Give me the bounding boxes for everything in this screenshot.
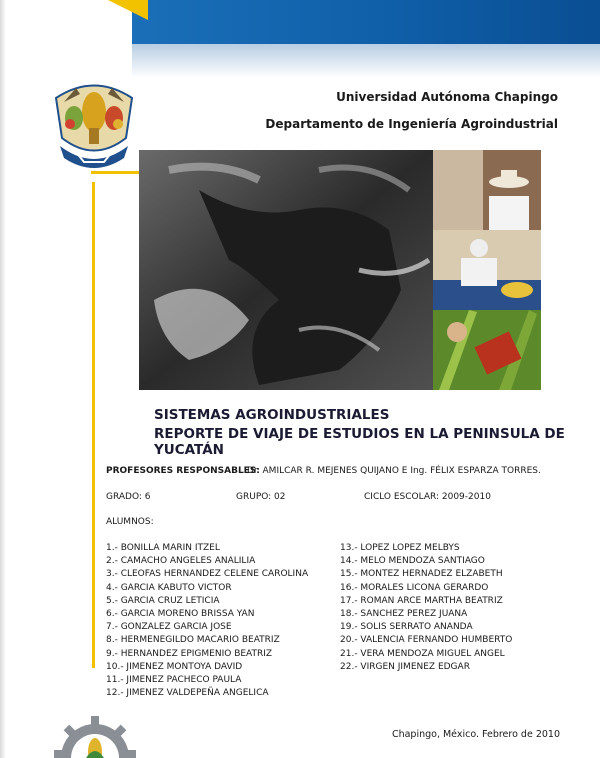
list-item: 5.- GARCIA CRUZ LETICIA bbox=[106, 595, 220, 606]
page-edge-shadow bbox=[0, 0, 6, 758]
list-item: 10.- JIMENEZ MONTOYA DAVID bbox=[106, 661, 243, 672]
place-and-date: Chapingo, México. Febrero de 2010 bbox=[391, 729, 560, 740]
list-item: 1.- BONILLA MARIN ITZEL bbox=[106, 543, 220, 553]
list-item: 20.- VALENCIA FERNANDO HUMBERTO bbox=[340, 635, 513, 646]
list-item: 18.- SANCHEZ PEREZ JUANA bbox=[340, 608, 468, 619]
chapingo-emblem-icon bbox=[46, 68, 142, 178]
list-item: 4.- GARCIA KABUTO VICTOR bbox=[106, 582, 232, 593]
photo-worker-hat bbox=[433, 150, 541, 230]
list-item: 16.- MORALES LICONA GERARDO bbox=[340, 582, 489, 593]
photo-workshop bbox=[433, 230, 541, 310]
professors-label: PROFESORES RESPONSABLES: bbox=[106, 466, 260, 476]
list-item: 6.- GARCIA MORENO BRISSA YAN bbox=[106, 608, 255, 619]
gold-vertical-rule bbox=[92, 182, 95, 668]
report-title-line1: SISTEMAS AGROINDUSTRIALES bbox=[154, 407, 390, 423]
gear-emblem-icon bbox=[50, 708, 140, 758]
satellite-image bbox=[139, 150, 433, 390]
list-item: 12.- JIMENEZ VALDEPEÑA ANGELICA bbox=[106, 688, 269, 699]
grupo-field: GRUPO: 02 bbox=[236, 492, 286, 502]
header-band-fade bbox=[132, 44, 600, 78]
header-blue-band bbox=[132, 0, 600, 44]
photo-collage bbox=[139, 150, 541, 390]
photo-sugarcane bbox=[433, 310, 541, 390]
list-item: 8.- HERMENEGILDO MACARIO BEATRIZ bbox=[106, 635, 280, 646]
university-name: Universidad Autónoma Chapingo bbox=[336, 90, 558, 104]
list-item: 15.- MONTEZ HERNADEZ ELZABETH bbox=[340, 569, 503, 580]
list-item: 7.- GONZALEZ GARCIA JOSE bbox=[106, 622, 232, 633]
list-item: 22.- VIRGEN JIMENEZ EDGAR bbox=[340, 661, 470, 672]
list-item: 3.- CLEOFAS HERNANDEZ CELENE CAROLINA bbox=[106, 569, 309, 580]
list-item: 21.- VERA MENDOZA MIGUEL ANGEL bbox=[340, 648, 505, 659]
list-item: 19.- SOLIS SERRATO ANANDA bbox=[340, 622, 473, 633]
list-item: 9.- HERNANDEZ EPIGMENIO BEATRIZ bbox=[106, 648, 273, 659]
students-label: ALUMNOS: bbox=[106, 517, 154, 527]
list-item: 14.- MELO MENDOZA SANTIAGO bbox=[340, 556, 485, 567]
report-title-line2: REPORTE DE VIAJE DE ESTUDIOS EN LA PENINSULA DE YUCATÁN bbox=[154, 426, 565, 458]
list-item: 13.- LOPEZ LOPEZ MELBYS bbox=[340, 543, 460, 553]
students-list-col1 bbox=[106, 542, 308, 700]
list-item: 2.- CAMACHO ANGELES ANALILIA bbox=[106, 556, 256, 567]
department-name: Departamento de Ingeniería Agroindustrial bbox=[265, 117, 558, 131]
ciclo-escolar-field: CICLO ESCOLAR: 2009-2010 bbox=[364, 492, 491, 502]
students-list-col2 bbox=[340, 542, 512, 674]
header-gold-corner bbox=[108, 0, 148, 20]
list-item: 17.- ROMAN ARCE MARTHA BEATRIZ bbox=[340, 595, 503, 606]
professors-names: Dr. AMILCAR R. MEJENES QUIJANO E Ing. FÉLIX ESPARZA TORRES. bbox=[247, 466, 541, 476]
grado-field: GRADO: 6 bbox=[106, 492, 151, 502]
list-item: 11.- JIMENEZ PACHECO PAULA bbox=[106, 674, 242, 685]
